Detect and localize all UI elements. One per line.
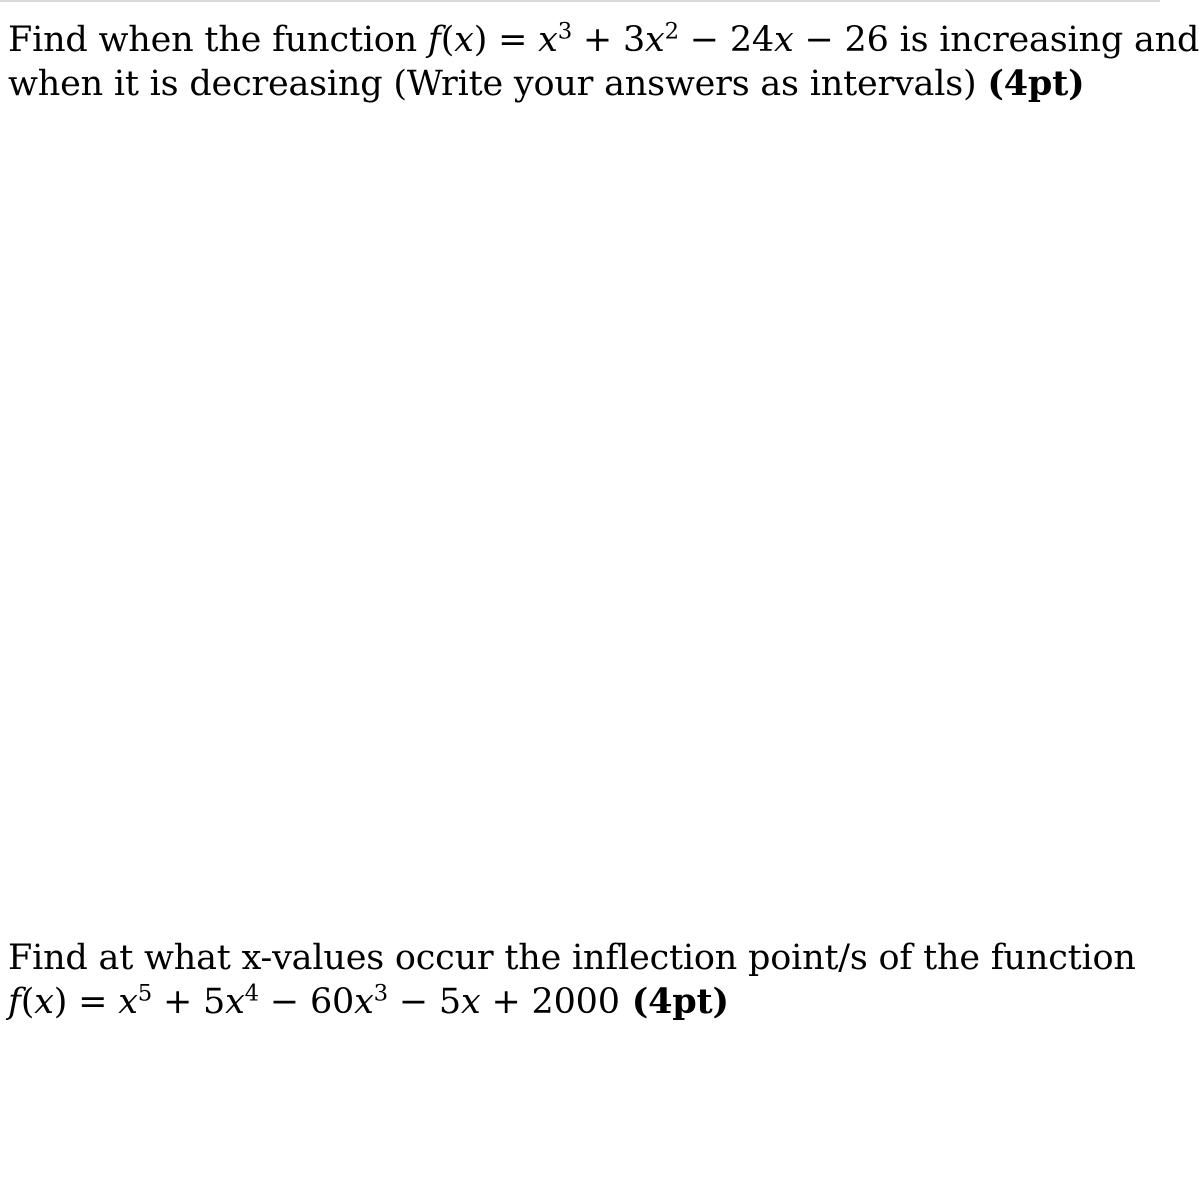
term-1-exponent: 3: [557, 18, 572, 45]
question-2-points: (4pt): [619, 981, 729, 1022]
operator-1: +: [571, 20, 623, 60]
term-3-exponent: 3: [373, 980, 388, 1007]
term-5-constant: 2000: [531, 982, 620, 1022]
question-2-line-1: Find at what x-values occur the inflection point/s of the function: [8, 938, 1136, 978]
term-1-variable: x: [118, 982, 138, 1022]
operator-2: −: [258, 982, 310, 1022]
term-4-constant: 26: [844, 20, 889, 60]
question-1-formula: [428, 20, 889, 60]
question-1-line-2: [8, 62, 1148, 106]
term-2-exponent: 4: [244, 980, 259, 1007]
paren-close: ): [53, 982, 68, 1022]
term-3-coefficient: 24: [729, 20, 774, 60]
term-2-variable: x: [645, 20, 665, 60]
operator-2: −: [678, 20, 730, 60]
paren-open: (: [20, 982, 35, 1022]
question-1: [8, 18, 1199, 106]
variable: x: [34, 982, 54, 1022]
question-1-points: (4pt): [987, 63, 1085, 104]
equals-sign: =: [67, 982, 119, 1022]
term-4-variable: x: [460, 982, 481, 1022]
function-name: f: [8, 982, 21, 1022]
question-2-formula: [8, 982, 620, 1022]
term-2-coefficient: 3: [622, 20, 646, 60]
question-1-line-1: [8, 18, 1199, 62]
operator-1: +: [152, 982, 204, 1022]
term-2-variable: x: [225, 982, 245, 1022]
operator-3: −: [793, 20, 845, 60]
question-1-prefix: Find when the function: [8, 20, 428, 60]
question-2-line-2: [8, 980, 1148, 1024]
term-2-exponent: 2: [664, 18, 679, 45]
term-3-variable: x: [354, 982, 374, 1022]
top-divider: [0, 0, 1160, 2]
operator-3: −: [387, 982, 439, 1022]
question-2: [8, 936, 1148, 1024]
paren-close: ): [473, 20, 488, 60]
operator-4: +: [480, 982, 532, 1022]
term-4-coefficient: 5: [438, 982, 461, 1022]
paren-open: (: [440, 20, 455, 60]
term-3-variable: x: [774, 20, 794, 60]
question-1-suffix: is increasing and: [888, 20, 1199, 60]
function-name: f: [427, 20, 441, 60]
question-2-answer-space: [8, 1030, 1148, 1190]
term-3-coefficient: 60: [309, 982, 355, 1022]
term-2-coefficient: 5: [203, 982, 226, 1022]
question-1-instructions: when it is decreasing (Write your answers as intervals): [8, 64, 988, 104]
variable: x: [454, 20, 474, 60]
term-1-variable: x: [538, 20, 558, 60]
question-1-answer-space: [8, 110, 1148, 920]
term-1-exponent: 5: [137, 980, 153, 1007]
equals-sign: =: [487, 20, 539, 60]
